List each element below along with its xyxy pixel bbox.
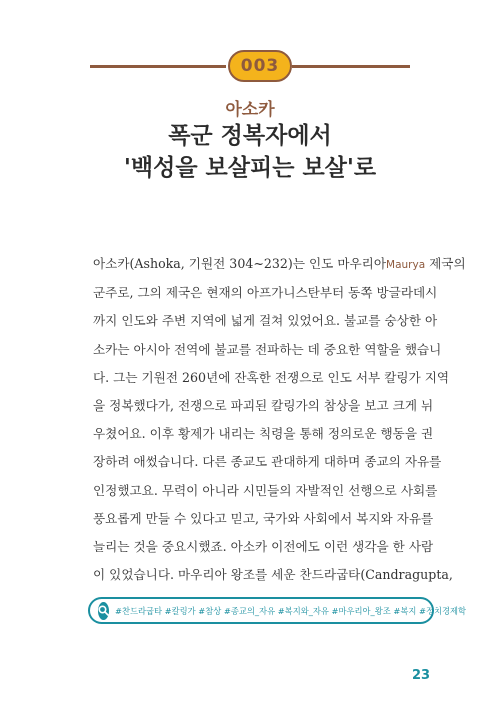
body-line: 다. 그는 기원전 260년에 잔혹한 전쟁으로 인도 서부 칼링가 지역: [93, 369, 450, 385]
chapter-number-badge: 003: [228, 50, 292, 82]
keyword-tags: #찬드라굽타 #칼링가 #참상 #종교의_자유 #복지와_자유 #마우리아_왕조 #복지 #정치경제학: [115, 605, 467, 616]
body-line: 늘리는 것을 중요시했죠. 아소카 이전에도 이런 생각을 한 사람: [93, 539, 434, 555]
chapter-subtitle: 아소카: [225, 100, 275, 120]
search-icon: [98, 602, 109, 620]
body-line: 이 있었습니다. 마우리아 왕조를 세운 찬드라굽타(Candragupta,: [93, 567, 453, 583]
body-line: 소카는 아시아 전역에 불교를 전파하는 데 중요한 역할을 했습니: [93, 341, 442, 357]
header-rule-left: [90, 65, 226, 68]
body-line: 인정했고요. 무력이 아니라 시민들의 자발적인 선행으로 사회를: [93, 482, 438, 498]
chapter-title: [0, 120, 500, 184]
chapter-title-line-2: '백성을 보살피는 보살'로: [123, 155, 377, 181]
page-number: 23: [412, 668, 431, 683]
body-line-1: [93, 250, 466, 279]
body-text: [93, 250, 466, 589]
body-line: 을 정복했다가, 전쟁으로 파괴된 칼링가의 참상을 보고 크게 뉘: [93, 398, 434, 414]
body-line: 군주로, 그의 제국은 현재의 아프가니스탄부터 동쪽 방글라데시: [93, 285, 438, 301]
body-line-1-a: 아소카(Ashoka, 기원전 304~232)는 인도 마우리아: [93, 256, 387, 271]
body-line: 풍요롭게 만들 수 있다고 믿고, 국가와 사회에서 복지와 자유를: [93, 510, 434, 526]
body-line: 장하려 애썼습니다. 다른 종교도 관대하게 대하며 종교의 자유를: [93, 454, 442, 470]
header-rule-right: [292, 65, 410, 68]
maurya-annotation: Maurya: [386, 259, 426, 271]
chapter-title-line-1: 폭군 정복자에서: [168, 123, 332, 149]
body-line-1-b: 제국의: [425, 256, 466, 271]
body-line: 까지 인도와 주변 지역에 넓게 걸쳐 있었어요. 불교를 숭상한 아: [93, 313, 438, 329]
keyword-tag-box: [88, 597, 467, 624]
body-line: 우쳤어요. 이후 황제가 내리는 칙령을 통해 정의로운 행동을 권: [93, 426, 434, 442]
